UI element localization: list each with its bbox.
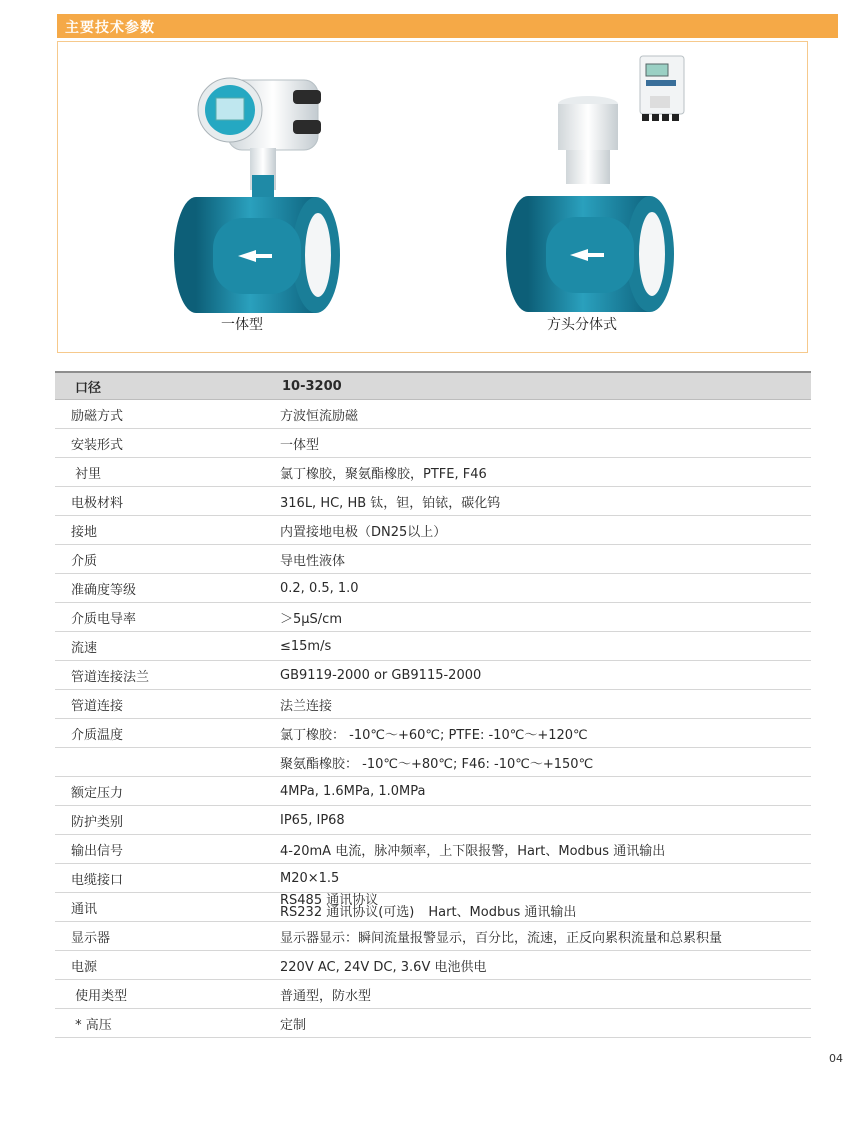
row-key: 介质: [55, 545, 263, 574]
row-value: 普通型，防水型: [263, 980, 811, 1009]
row-key: 流速: [55, 632, 263, 661]
section-title: 主要技术参数: [65, 20, 155, 36]
table-header-value: 10-3200: [263, 372, 811, 400]
comm-rs232: RS232 通讯协议(可选): [280, 905, 415, 920]
product-photo-panel: [57, 41, 808, 353]
table-row: [55, 458, 811, 487]
row-key: 输出信号: [55, 835, 263, 864]
row-key: 准确度等级: [55, 574, 263, 603]
table-row: [55, 603, 811, 632]
row-key: 额定压力: [55, 777, 263, 806]
row-key: 安装形式: [55, 429, 263, 458]
table-row: [55, 487, 811, 516]
table-row: [55, 574, 811, 603]
row-key: 防护类别: [55, 806, 263, 835]
table-row: [55, 864, 811, 893]
row-value: 氯丁橡胶，聚氨酯橡胶，PTFE, F46: [263, 458, 811, 487]
row-key: 管道连接法兰: [55, 661, 263, 690]
table-row: [55, 806, 811, 835]
row-key: 励磁方式: [55, 400, 263, 429]
row-key: 介质温度: [55, 719, 263, 748]
page-number: 04: [829, 1052, 843, 1065]
table-row: [55, 429, 811, 458]
row-key: 显示器: [55, 922, 263, 951]
row-value: 定制: [263, 1009, 811, 1038]
row-key: 电缆接口: [55, 864, 263, 893]
split-flowmeter-icon: [488, 52, 708, 320]
row-key: 接地: [55, 516, 263, 545]
table-row: [55, 1009, 811, 1038]
comm-hart-modbus: Hart、Modbus 通讯输出: [428, 905, 577, 920]
table-row: [55, 690, 811, 719]
row-value: 4MPa, 1.6MPa, 1.0MPa: [263, 777, 811, 806]
row-value: ＞5μS/cm: [263, 603, 811, 632]
row-value: GB9119-2000 or GB9115-2000: [263, 661, 811, 690]
comm-value: [263, 893, 811, 922]
table-row: [55, 661, 811, 690]
row-key: [55, 748, 263, 777]
product-caption-split: 方头分体式: [547, 317, 617, 333]
row-value: 显示器显示：瞬间流量报警显示，百分比，流速，正反向累积流量和总累积量: [263, 922, 811, 951]
row-key: 电源: [55, 951, 263, 980]
product-caption-integrated: 一体型: [221, 317, 263, 333]
row-key: 使用类型: [55, 980, 263, 1009]
table-header-row: [55, 372, 811, 400]
table-row: [55, 951, 811, 980]
section-header-bar: [57, 14, 838, 38]
row-value: 聚氨酯橡胶： -10℃～+80℃; F46: -10℃～+150℃: [263, 748, 811, 777]
row-value: 4-20mA 电流，脉冲频率，上下限报警，Hart、Modbus 通讯输出: [263, 835, 811, 864]
integrated-flowmeter-icon: [168, 60, 358, 320]
row-value: 氯丁橡胶： -10℃～+60℃; PTFE: -10℃～+120℃: [263, 719, 811, 748]
table-row: [55, 980, 811, 1009]
row-value: ≤15m/s: [263, 632, 811, 661]
comm-line-2: [280, 907, 811, 919]
row-value: IP65, IP68: [263, 806, 811, 835]
row-value: 一体型: [263, 429, 811, 458]
row-value: 316L, HC, HB 钛，钽，铂铱，碳化钨: [263, 487, 811, 516]
row-key: 介质电导率: [55, 603, 263, 632]
table-row: [55, 632, 811, 661]
row-key: 电极材料: [55, 487, 263, 516]
row-value: 法兰连接: [263, 690, 811, 719]
spec-table: [55, 371, 811, 1038]
table-row: [55, 545, 811, 574]
row-value: 0.2, 0.5, 1.0: [263, 574, 811, 603]
row-value: 导电性液体: [263, 545, 811, 574]
row-value: 方波恒流励磁: [263, 400, 811, 429]
row-key: 管道连接: [55, 690, 263, 719]
table-row: [55, 719, 811, 748]
row-value: 内置接地电极（DN25以上）: [263, 516, 811, 545]
table-row: [55, 835, 811, 864]
row-key: 通讯: [55, 893, 263, 922]
comm-line-1: RS485 通讯协议: [280, 893, 379, 908]
row-value: M20×1.5: [263, 864, 811, 893]
table-row: [55, 748, 811, 777]
table-row: [55, 922, 811, 951]
table-header-key: 口径: [55, 372, 263, 400]
table-row-comm: [55, 893, 811, 922]
row-key: 衬里: [55, 458, 263, 487]
table-row: [55, 777, 811, 806]
row-key: * 高压: [55, 1009, 263, 1038]
table-row: [55, 516, 811, 545]
table-row: [55, 400, 811, 429]
row-value: 220V AC, 24V DC, 3.6V 电池供电: [263, 951, 811, 980]
